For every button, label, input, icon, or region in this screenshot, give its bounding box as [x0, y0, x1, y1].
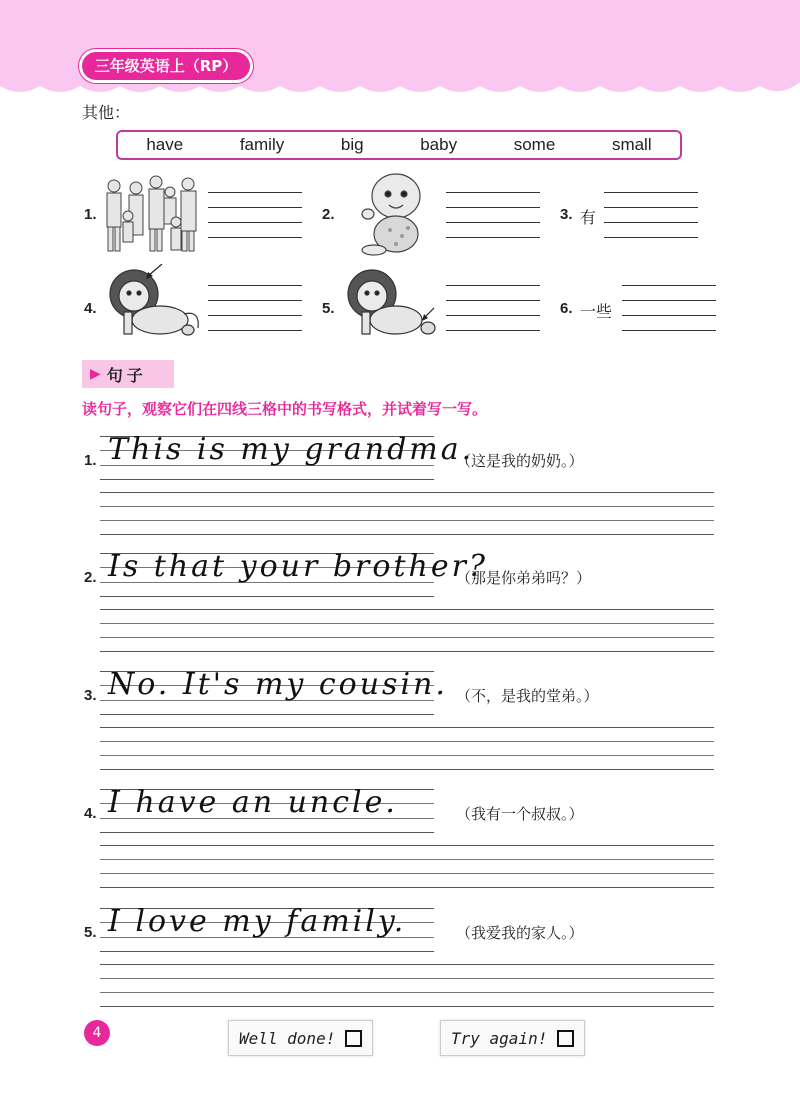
blank-line[interactable]	[604, 207, 698, 208]
writing-line[interactable]	[100, 534, 714, 535]
vocab-hint-3: 有	[580, 208, 597, 227]
model-sentence-3: No. It's my cousin.	[108, 667, 448, 702]
word-some: some	[513, 135, 556, 154]
blank-line[interactable]	[208, 300, 302, 301]
blank-line[interactable]	[446, 207, 540, 208]
translation-5: （我爱我的家人。）	[456, 924, 584, 942]
blank-line[interactable]	[622, 300, 716, 301]
writing-line[interactable]	[100, 859, 714, 860]
word-bank	[116, 130, 682, 160]
blank-line[interactable]	[208, 222, 302, 223]
word-family: family	[239, 135, 285, 154]
well-done-label: Well done!	[239, 1028, 336, 1048]
sentence-number-4: 4.	[84, 805, 97, 822]
guide-line	[100, 714, 434, 715]
writing-line[interactable]	[100, 978, 714, 979]
blank-line[interactable]	[446, 192, 540, 193]
blank-line[interactable]	[622, 315, 716, 316]
try-again-badge	[440, 1020, 585, 1056]
blank-line[interactable]	[604, 222, 698, 223]
writing-line[interactable]	[100, 520, 714, 521]
blank-line[interactable]	[208, 315, 302, 316]
sentence-number-2: 2.	[84, 569, 97, 586]
translation-2: （那是你弟弟吗？）	[456, 569, 592, 587]
play-arrow-icon: ▶	[90, 366, 101, 382]
vocab-number-5: 5.	[322, 300, 335, 317]
blank-line[interactable]	[446, 285, 540, 286]
writing-line[interactable]	[100, 769, 714, 770]
instruction-text: 读句子，观察它们在四线三格中的书写格式，并试着写一写。	[82, 400, 488, 418]
writing-line[interactable]	[100, 609, 714, 610]
writing-line[interactable]	[100, 506, 714, 507]
vocab-number-1: 1.	[84, 206, 97, 223]
grade-badge: 三年级英语上（RP）	[82, 52, 250, 80]
section-title: 句子	[106, 365, 147, 385]
writing-line[interactable]	[100, 887, 714, 888]
mouse-small-illustration	[342, 264, 442, 340]
model-sentence-4: I have an uncle.	[108, 785, 398, 820]
writing-line[interactable]	[100, 651, 714, 652]
model-sentence-1: This is my grandma.	[108, 432, 475, 467]
blank-line[interactable]	[446, 315, 540, 316]
vocab-hint-6: 一些	[580, 302, 613, 321]
blank-line[interactable]	[208, 207, 302, 208]
blank-line[interactable]	[604, 237, 698, 238]
section-header-sentences	[82, 360, 174, 388]
writing-line[interactable]	[100, 992, 714, 993]
family-illustration	[100, 172, 206, 254]
writing-line[interactable]	[100, 964, 714, 965]
guide-line	[100, 479, 434, 480]
sentence-number-3: 3.	[84, 687, 97, 704]
writing-line[interactable]	[100, 741, 714, 742]
blank-line[interactable]	[622, 285, 716, 286]
blank-line[interactable]	[208, 285, 302, 286]
well-done-badge	[228, 1020, 373, 1056]
section-label-other: 其他：	[82, 103, 131, 122]
well-done-checkbox[interactable]	[345, 1030, 362, 1047]
blank-line[interactable]	[446, 330, 540, 331]
writing-line[interactable]	[100, 727, 714, 728]
vocab-number-4: 4.	[84, 300, 97, 317]
blank-line[interactable]	[446, 237, 540, 238]
try-again-label: Try again!	[451, 1028, 548, 1048]
writing-line[interactable]	[100, 873, 714, 874]
blank-line[interactable]	[446, 300, 540, 301]
guide-line	[100, 596, 434, 597]
translation-1: （这是我的奶奶。）	[456, 452, 584, 470]
model-sentence-2: Is that your brother?	[108, 549, 489, 584]
page-number: 4	[84, 1020, 110, 1046]
header-wave-background	[0, 0, 800, 100]
blank-line[interactable]	[604, 192, 698, 193]
word-baby: baby	[420, 135, 458, 154]
writing-line[interactable]	[100, 845, 714, 846]
sentence-number-1: 1.	[84, 452, 97, 469]
baby-illustration	[356, 170, 432, 258]
model-sentence-5: I love my family.	[108, 904, 407, 939]
word-big: big	[340, 135, 364, 154]
try-again-checkbox[interactable]	[557, 1030, 574, 1047]
translation-4: （我有一个叔叔。）	[456, 805, 584, 823]
writing-line[interactable]	[100, 637, 714, 638]
writing-line[interactable]	[100, 492, 714, 493]
writing-line[interactable]	[100, 623, 714, 624]
blank-line[interactable]	[622, 330, 716, 331]
vocab-number-2: 2.	[322, 206, 335, 223]
blank-line[interactable]	[208, 192, 302, 193]
blank-line[interactable]	[446, 222, 540, 223]
writing-line[interactable]	[100, 1006, 714, 1007]
guide-line	[100, 832, 434, 833]
vocab-number-6: 6.	[560, 300, 573, 317]
word-have: have	[146, 135, 184, 154]
vocab-number-3: 3.	[560, 206, 573, 223]
blank-line[interactable]	[208, 237, 302, 238]
translation-3: （不，是我的堂弟。）	[456, 687, 599, 705]
guide-line	[100, 951, 434, 952]
word-small: small	[611, 135, 652, 154]
blank-line[interactable]	[208, 330, 302, 331]
writing-line[interactable]	[100, 755, 714, 756]
lion-big-illustration	[104, 264, 208, 340]
sentence-number-5: 5.	[84, 924, 97, 941]
